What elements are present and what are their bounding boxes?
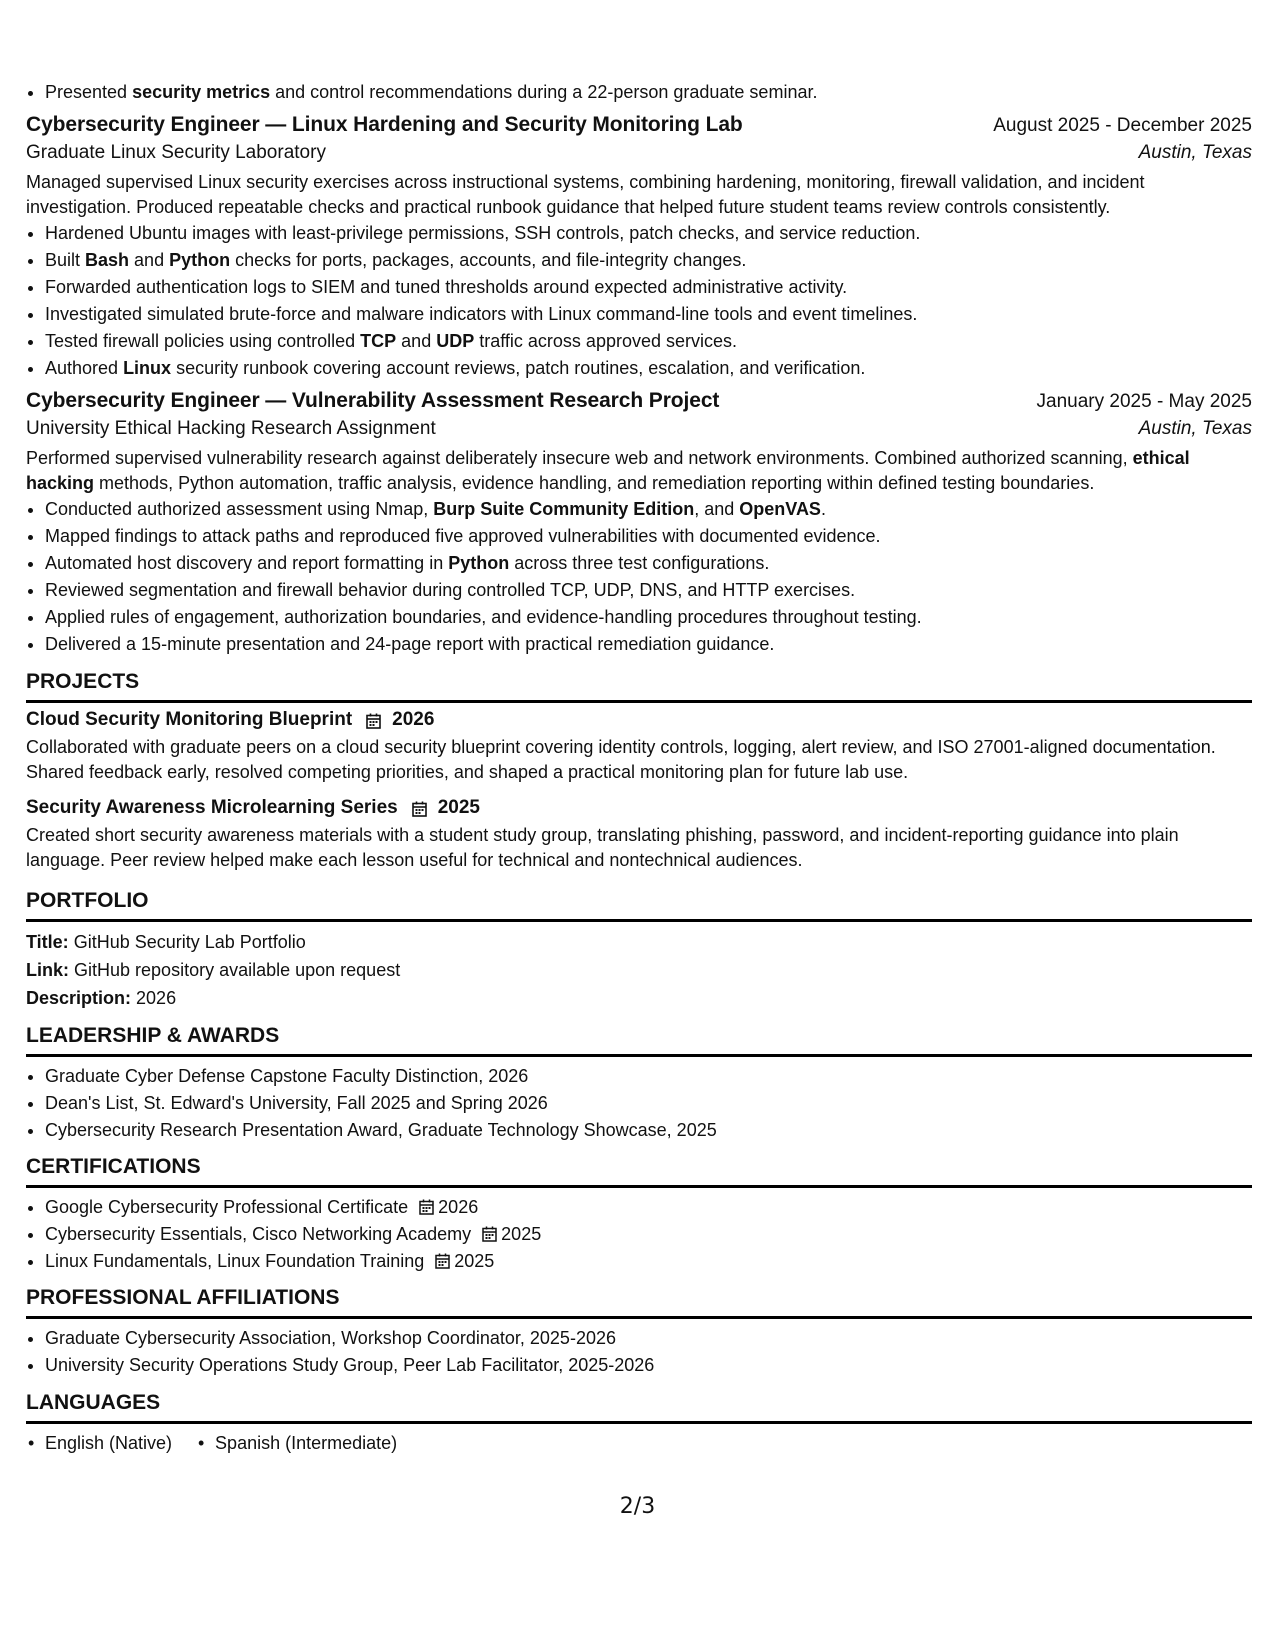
field-value: GitHub repository available upon request [74,960,401,980]
project-year: 2026 [392,709,435,730]
list-item: • Delivered a 15-minute presentation and 24-page report with practical remediation guidance. [45,631,1252,658]
section-heading: LEADERSHIP & AWARDS [26,1024,1252,1057]
affiliations-list [26,1325,1252,1379]
list-item: • Applied rules of engagement, authorization boundaries, and evidence-handling procedures throughout testing. [45,604,1252,631]
leadership-section [26,1024,1252,1144]
job-organization: Graduate Linux Security Laboratory [26,142,326,163]
project-description: Created short security awareness materials with a student study group, translating phishing, password, and incident-reporting guidance into plain language. Peer review helped make each lesson useful for technical and nontechnical audiences. [26,825,1179,870]
leadership-list [26,1063,1252,1144]
list-item [45,1221,1252,1248]
job-summary: Managed supervised Linux security exercises across instructional systems, combining hardening, monitoring, firewall validation, and incident investigation. Produced repeatable checks and practical runbook guidance that helped future student teams review controls consistently. [26,172,1145,217]
page-number: 2/3 [619,1494,656,1519]
carryover-bullet-list [26,79,1271,106]
list-item: • Mapped findings to attack paths and reproduced five approved vulnerabilities with documented evidence. [45,523,1252,550]
field-label: Description: [26,988,132,1008]
job-dates: August 2025 - December 2025 [993,115,1252,136]
list-item: • Presented security metrics and control recommendations during a 22-person graduate seminar. [45,79,1271,106]
field-label: Link: [26,960,69,980]
list-item: • Forwarded authentication logs to SIEM and tuned thresholds around expected administrative activity. [45,274,1252,301]
list-item: • English (Native) [26,1430,172,1457]
cert-name: Cybersecurity Essentials, Cisco Networking Academy [45,1224,472,1244]
project-description: Collaborated with graduate peers on a cloud security blueprint covering identity controls, logging, alert review, and ISO 27001-aligned documentation. Shared feedback early, resolved competing priorities, and shaped a practical monitoring plan for future lab use. [26,737,1216,782]
project-title: Security Awareness Microlearning Series [26,797,398,818]
job-summary: Performed supervised vulnerability research against deliberately insecure web and network environments. Combined authorized scanning, ethical hacking methods, Python automation, traffic analysis, evidence handling, and remediation reporting within defined testing boundaries. [26,448,1190,493]
calendar-icon [366,713,380,728]
project-title: Cloud Security Monitoring Blueprint [26,709,353,730]
list-item: • Conducted authorized assessment using Nmap, Burp Suite Community Edition, and OpenVAS. [45,496,1252,523]
section-heading: PORTFOLIO [26,889,1252,922]
certifications-section [26,1155,1252,1275]
affiliations-section [26,1286,1252,1379]
field-label: Title: [26,932,69,952]
section-heading: CERTIFICATIONS [26,1155,1252,1188]
job-organization: University Ethical Hacking Research Assignment [26,418,436,439]
job-location: Austin, Texas [1138,418,1252,439]
list-item: • Automated host discovery and report formatting in Python across three test configurations. [45,550,1252,577]
list-item: • Dean's List, St. Edward's University, Fall 2025 and Spring 2026 [45,1090,1252,1117]
project-entry [26,797,1252,873]
list-item: • Graduate Cyber Defense Capstone Faculty Distinction, 2026 [45,1063,1252,1090]
experience-entry-linux-lab [26,113,1252,382]
portfolio-section [26,889,1252,1012]
portfolio-description [26,984,1252,1012]
portfolio-link [26,956,1252,984]
list-item: • Graduate Cybersecurity Association, Workshop Coordinator, 2025-2026 [45,1325,1252,1352]
list-item: • Authored Linux security runbook covering account reviews, patch routines, escalation, and verification. [45,355,1252,382]
job-title: Cybersecurity Engineer — Vulnerability Assessment Research Project [26,389,720,412]
list-item: • University Security Operations Study Group, Peer Lab Facilitator, 2025-2026 [45,1352,1252,1379]
project-entry [26,709,1252,785]
languages-list [26,1430,1252,1457]
project-year: 2025 [437,797,481,818]
calendar-icon [412,801,426,816]
experience-entry-vuln-research [26,389,1252,658]
list-item [45,1194,1252,1221]
list-item: • Hardened Ubuntu images with least-privilege permissions, SSH controls, patch checks, and service reduction. [45,220,1252,247]
list-item: • Built Bash and Python checks for ports, packages, accounts, and file-integrity changes. [45,247,1252,274]
cert-year: 2025 [454,1251,495,1271]
calendar-icon [435,1250,450,1265]
projects-section [26,670,1252,873]
certifications-list [26,1194,1252,1275]
portfolio-title [26,928,1252,956]
cert-name: Linux Fundamentals, Linux Foundation Training [45,1251,425,1271]
list-item: • Reviewed segmentation and firewall behavior during controlled TCP, UDP, DNS, and HTTP exercises. [45,577,1252,604]
job-bullet-list [26,220,1252,382]
job-dates: January 2025 - May 2025 [1036,391,1252,412]
field-value: GitHub Security Lab Portfolio [73,932,306,952]
job-location: Austin, Texas [1138,142,1252,163]
cert-year: 2026 [438,1197,479,1217]
list-item: • Spanish (Intermediate) [196,1430,397,1457]
list-item: • Cybersecurity Research Presentation Award, Graduate Technology Showcase, 2025 [45,1117,1252,1144]
calendar-icon [482,1223,497,1238]
section-heading: LANGUAGES [26,1391,1252,1424]
list-item [45,1248,1252,1275]
list-item: • Tested firewall policies using controlled TCP and UDP traffic across approved services. [45,328,1252,355]
section-heading: PROJECTS [26,670,1252,703]
job-bullet-list [26,496,1252,658]
section-heading: PROFESSIONAL AFFILIATIONS [26,1286,1252,1319]
job-title: Cybersecurity Engineer — Linux Hardening and Security Monitoring Lab [26,113,743,136]
cert-name: Google Cybersecurity Professional Certificate [45,1197,409,1217]
field-value: 2026 [136,988,177,1008]
list-item: • Investigated simulated brute-force and malware indicators with Linux command-line tools and event timelines. [45,301,1252,328]
cert-year: 2025 [501,1224,542,1244]
languages-section [26,1391,1252,1457]
calendar-icon [419,1196,434,1211]
